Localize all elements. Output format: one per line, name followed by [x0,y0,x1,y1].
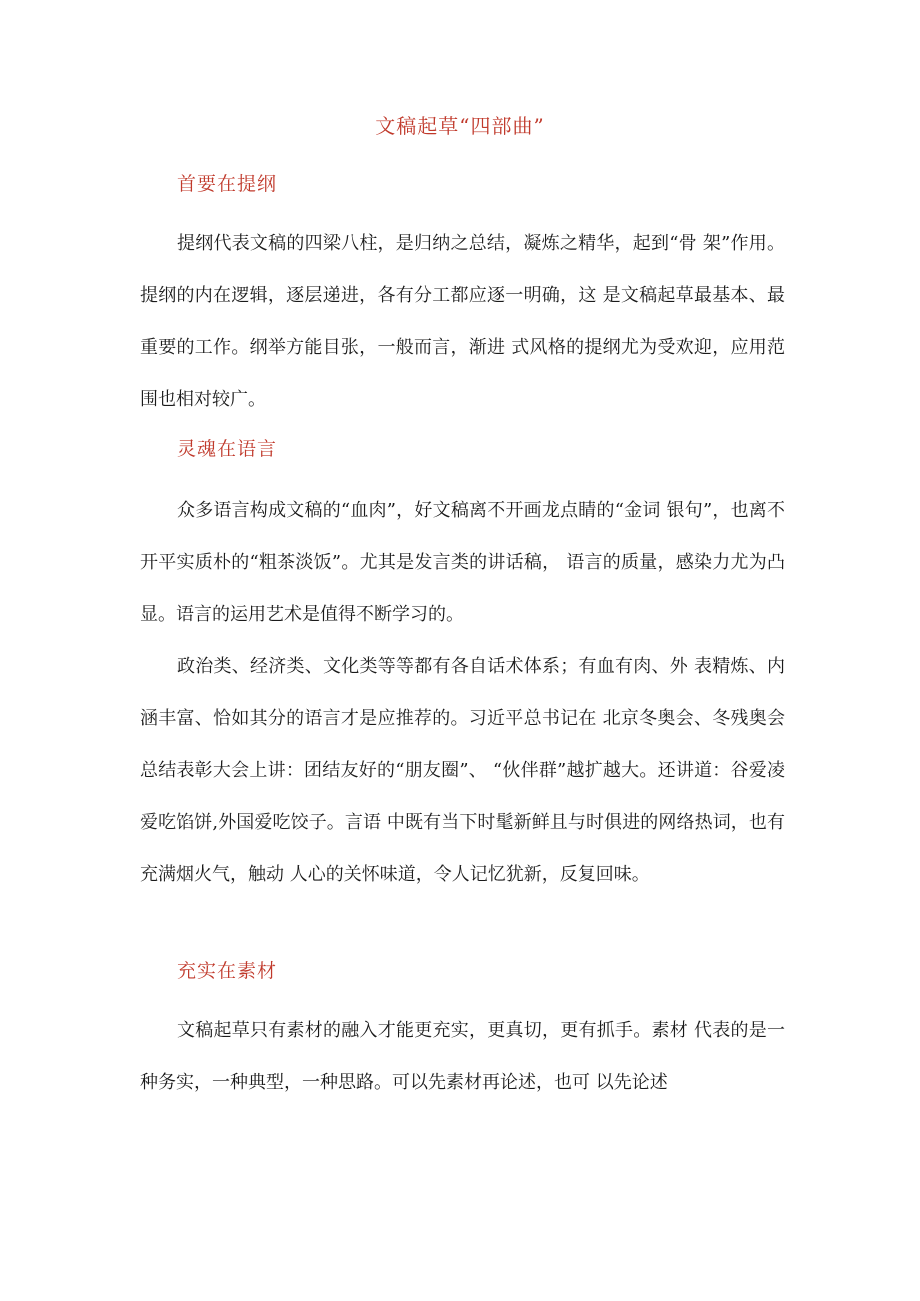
paragraph-outline: 提纲代表文稿的四梁八柱，是归纳之总结，凝炼之精华，起到“骨 架”作用。提纲的内在逻辑，逐层递进，各有分工都应逐一明确，这 是文稿起草最基本、最重要的工作。纲举方能目张，一般而言，渐进 式风格的提纲尤为受欢迎，应用范围也相对较广。 [140,233,785,410]
section-heading-outline: 首要在提纲 [177,173,278,195]
paragraph-language-1: 众多语言构成文稿的“血肉”，好文稿离不开画龙点睛的“金词 银句”，也离不开平实质朴的“粗茶淡饭”。尤其是发言类的讲话稿， 语言的质量，感染力尤为凸显。语言的运用艺术是值得不断学习的。 [140,500,785,625]
section-heading-language: 灵魂在语言 [177,438,278,460]
paragraph-language-2: 政治类、经济类、文化类等等都有各自话术体系；有血有肉、外 表精炼、内涵丰富、恰如其分的语言才是应推荐的。习近平总书记在 北京冬奥会、冬残奥会总结表彰大会上讲：团结友好的“朋友圈”、 “伙伴群”越扩越大。还讲道：谷爱凌爱吃馅饼,外国爱吃饺子。言语 中既有当下时髦新鲜且与时俱进的网络热词，也有充满烟火气，触动 人心的关怀味道，令人记忆犹新，反复回味。 [140,656,785,885]
document-title: 文稿起草“四部曲” [375,114,545,138]
paragraph-material: 文稿起草只有素材的融入才能更充实，更真切，更有抓手。素材 代表的是一种务实，一种典型，一种思路。可以先素材再论述，也可 以先论述 [140,1020,785,1093]
section-heading-material: 充实在素材 [177,960,278,982]
